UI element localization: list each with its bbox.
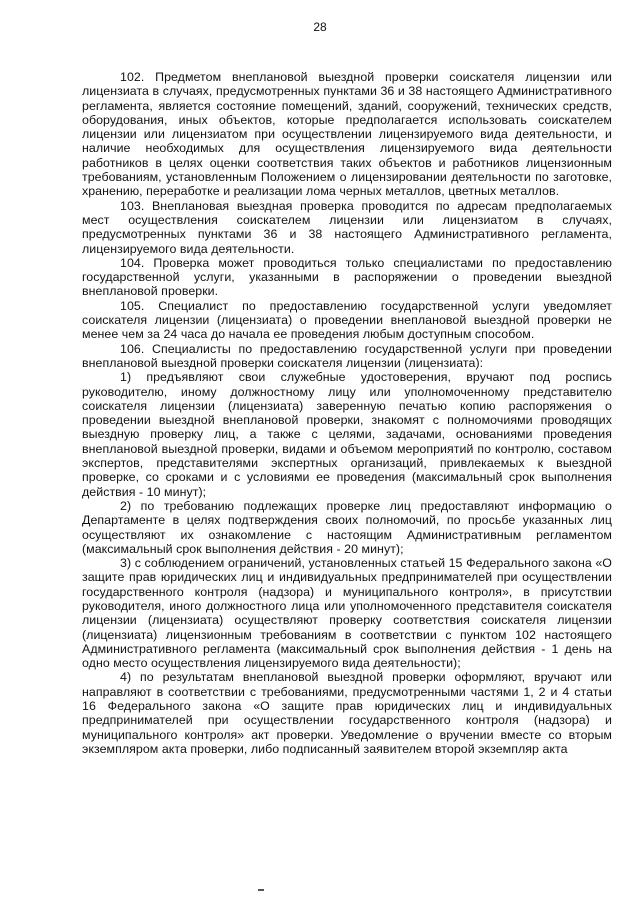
document-body — [82, 70, 612, 756]
list-item-4: 4) по результатам внеплановой выездной проверки оформляют, вручают или направляют в соответствии с требованиями, предусмотренными частями 1, 2 и 4 статьи 16 Федерального закона «О защите прав юридических лиц и индивидуальных предпринимателей при осуществлении государственного контроля (надзора) и муниципального контроля» акт проверки. Уведомление о вручении вместе со вторым экземпляром акта проверки, либо подписанный заявителем второй экземпляр акта — [82, 670, 612, 756]
list-item-2: 2) по требованию подлежащих проверке лиц предоставляют информацию о Департаменте в целях подтверждения своих полномочий, по просьбе указанных лиц осуществляют их ознакомление с настоящим Административным регламентом (максимальный срок выполнения действия - 20 минут); — [82, 498, 612, 556]
page-number: 28 — [313, 20, 327, 34]
paragraph-104: 104. Проверка может проводиться только специалистами по предоставлению государственной услуги, указанными в распоряжении о проведении выездной внеплановой проверки. — [82, 255, 612, 299]
scan-mark — [258, 889, 264, 891]
paragraph-103: 103. Внеплановая выездная проверка проводится по адресам предполагаемых мест осуществления соискателем лицензии или лицензиатом в случаях, предусмотренных пунктами 36 и 38 настоящего Административного регламента, лицензируемого вида деятельности. — [82, 198, 612, 256]
paragraph-102: 102. Предметом внеплановой выездной проверки соискателя лицензии или лицензиата в случаях, предусмотренных пунктами 36 и 38 настоящего Административного регламента, является состояние помещений, зданий, сооружений, технических средств, оборудования, иных объектов, которые предполагается использовать соискателем лицензии или лицензиатом при осуществлении лицензируемого вида деятельности, и наличие необходимых для осуществления лицензируемого вида деятельности работников в целях оценки соответствия таких объектов и работников лицензионным требованиям, установленным Положением о лицензировании деятельности по заготовке, хранению, переработке и реализации лома черных металлов, цветных металлов. — [82, 70, 612, 199]
list-item-3: 3) с соблюдением ограничений, установленных статьей 15 Федерального закона «О защите прав юридических лиц и индивидуальных предпринимателей при осуществлении государственного контроля (надзора) и муниципального контроля», в присутствии руководителя, иного должностного лица или уполномоченного представителя соискателя лицензии (лицензиата) осуществляют проверку соответствия соискателя лицензии (лицензиата) лицензионным требованиям в соответствии с пунктом 102 настоящего Административного регламента (максимальный срок выполнения действия - 1 день на одно место осуществления лицензируемого вида деятельности); — [82, 556, 612, 671]
list-item-1: 1) предъявляют свои служебные удостоверения, вручают под роспись руководителю, иному должностному лицу или уполномоченному представителю соискателя лицензии (лицензиата) заверенную печатью копию распоряжения о проведении выездной внеплановой проверки, знакомят с полномочиями проводящих выездную проверку лиц, а также с целями, задачами, основаниями проведения внеплановой выездной проверки, видами и объемом мероприятий по контролю, составом экспертов, представителями экспертных организаций, привлекаемых к выездной проверке, со сроками и с условиями ее проведения (максимальный срок выполнения действия - 10 минут); — [82, 370, 612, 499]
paragraph-105: 105. Специалист по предоставлению государственной услуги уведомляет соискателя лицензии (лицензиата) о проведении внеплановой выездной проверки не менее чем за 24 часа до начала ее проведения любым доступным способом. — [82, 298, 612, 342]
paragraph-106: 106. Специалисты по предоставлению государственной услуги при проведении внеплановой выездной проверки соискателя лицензии (лицензиата): — [82, 341, 612, 370]
